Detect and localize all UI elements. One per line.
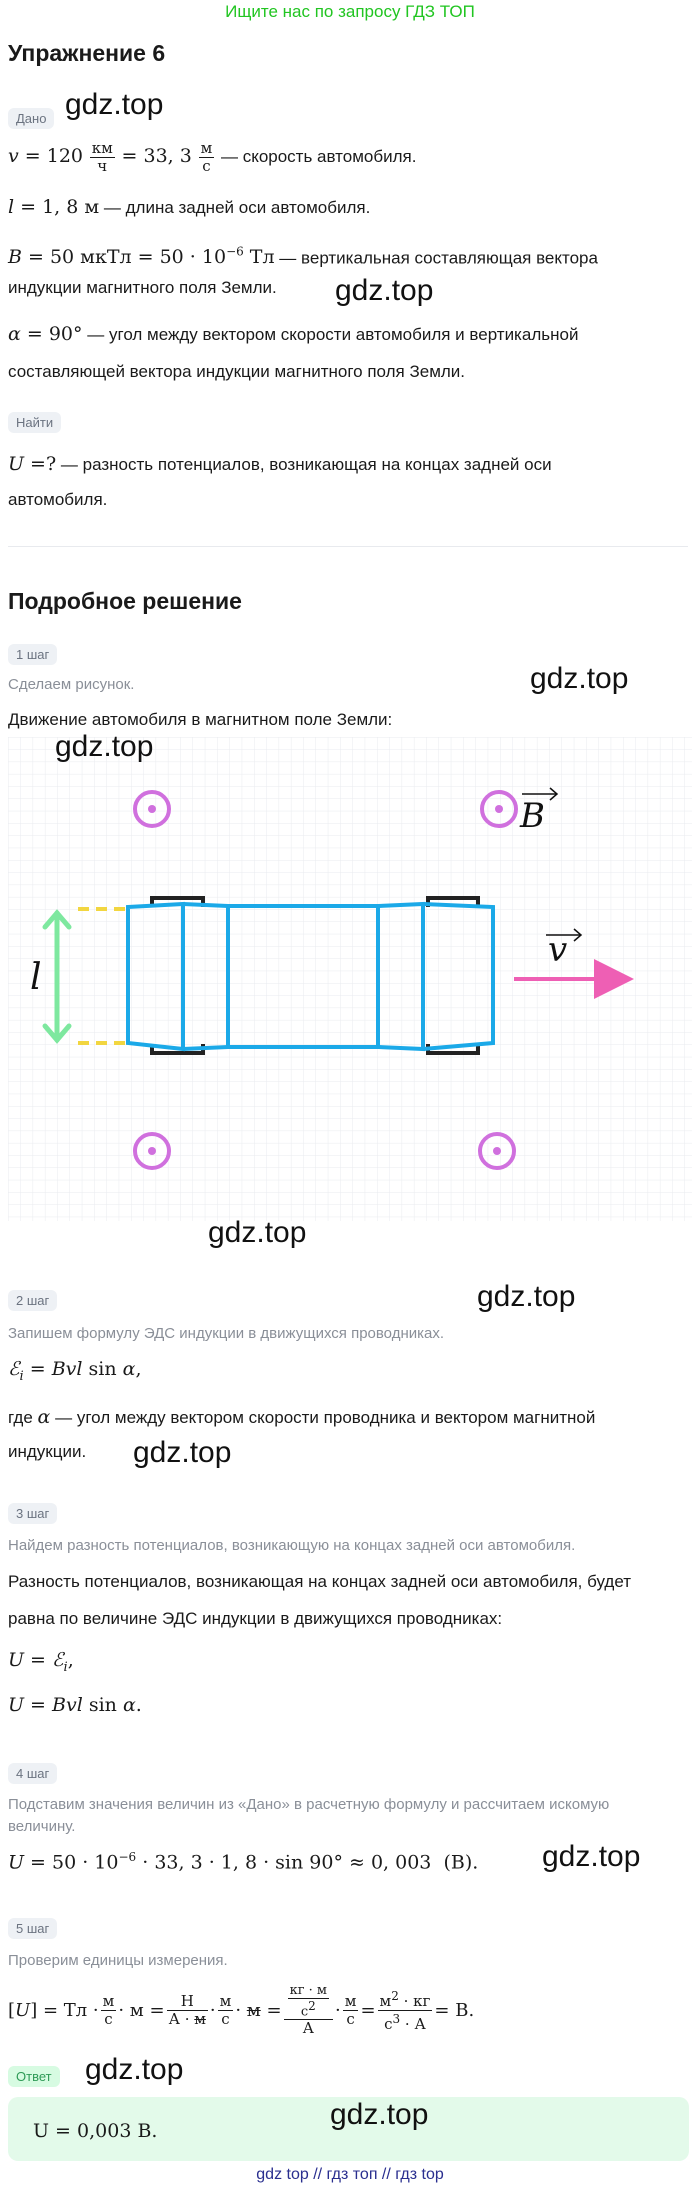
step-1-hint: Сделаем рисунок. — [8, 676, 135, 693]
emf-formula: ℰ$_i$ = Bvl sin α, — [8, 1358, 142, 1384]
step-2-hint: Запишем формулу ЭДС индукции в движущихся проводниках. — [8, 1325, 445, 1342]
label-l: l — [30, 957, 42, 998]
watermark: gdz.top — [85, 2053, 184, 2086]
watermark: gdz.top — [335, 274, 434, 307]
step-2-text-cont: индукции. — [8, 1442, 87, 1461]
given-b-cont: индукции магнитного поля Земли. — [8, 278, 277, 297]
car-in-field-figure — [8, 737, 692, 1221]
step-3-text: Разность потенциалов, возникающая на концах задней оси автомобиля, будет — [8, 1572, 632, 1591]
solution-title: Подробное решение — [8, 588, 242, 614]
watermark: gdz.top — [542, 1840, 641, 1873]
label-b: B — [520, 796, 545, 836]
find-u-cont: автомобиля. — [8, 490, 108, 509]
given-b: B = 50 мкТл = $50 \cdot 10^{-6}$ Тл — вертикальная составляющая вектора — [8, 245, 598, 269]
find-label: Найти — [8, 412, 61, 433]
search-banner[interactable]: Ищите нас по запросу ГДЗ ТОП — [225, 2, 475, 21]
find-badge — [8, 412, 61, 433]
find-u: U =? — разность потенциалов, возникающая на концах задней оси — [8, 453, 552, 475]
watermark: gdz.top — [330, 2098, 429, 2131]
formula-u: U = Bvl sin α. — [8, 1694, 142, 1716]
given-alpha-cont: составляющей вектора индукции магнитного поля Земли. — [8, 362, 466, 381]
watermark: gdz.top — [55, 730, 154, 763]
step-4-hint-cont: величину. — [8, 1818, 76, 1835]
step-3-hint: Найдем разность потенциалов, возникающую на концах задней оси автомобиля. — [8, 1537, 576, 1554]
exercise-title: Упражнение 6 — [8, 40, 166, 66]
given-l: l = 1, 8 м — длина задней оси автомобиля. — [8, 196, 371, 218]
answer-text: U = 0,003 В. — [33, 2120, 158, 2142]
step-4-badge: 4 шаг — [8, 1763, 57, 1784]
step-5-hint: Проверим единицы измерения. — [8, 1952, 228, 1969]
step-2-badge: 2 шаг — [8, 1290, 57, 1311]
step-1-text: Движение автомобиля в магнитном поле Земли: — [8, 710, 393, 729]
step-4-hint: Подставим значения величин из «Дано» в расчетную формулу и рассчитаем искомую — [8, 1796, 610, 1813]
label-v: v — [548, 930, 568, 970]
step-5-badge: 5 шаг — [8, 1918, 57, 1939]
formula-u-emf: U = ℰ$_i$, — [8, 1649, 74, 1675]
watermark: gdz.top — [65, 88, 164, 121]
given-v: v = 120 $\frac{км}{ч}$ = 33, 3 $\frac{м}{с}$ — скорость автомобиля. — [8, 139, 417, 175]
step-3-badge: 3 шаг — [8, 1503, 57, 1524]
step-3-text-cont: равна по величине ЭДС индукции в движущихся проводниках: — [8, 1609, 503, 1628]
answer-badge: Ответ — [8, 2066, 60, 2087]
calculation: $U = 50 \cdot 10^{-6} \cdot 33$, 3 · 1, 8 · sin 90° ≈ 0, 003 (В). — [8, 1850, 479, 1874]
footer-links[interactable]: gdz top // гдз топ // гдз top — [256, 2166, 444, 2183]
divider — [8, 546, 688, 547]
given-badge — [8, 108, 54, 129]
step-2-text: где α — угол между вектором скорости проводника и вектором магнитной — [8, 1406, 596, 1428]
units-check: [U] = Тл · $\frac{м}{с}$ · м = $\frac{Н}{А \cdot м}$ · $\frac{м}{с}$ · м = $\frac{\frac{кг \cdot м}{с^2}}{А}$ · $\frac{м}{с}$ = $\frac{м^2 \cdot кг}{с^3 \cdot А}$ = В. — [8, 1982, 475, 2038]
step-1-badge: 1 шаг — [8, 644, 57, 665]
watermark: gdz.top — [530, 662, 629, 695]
watermark: gdz.top — [208, 1216, 307, 1249]
watermark: gdz.top — [477, 1280, 576, 1313]
given-alpha: α = 90° — угол между вектором скорости автомобиля и вертикальной — [8, 323, 579, 345]
watermark: gdz.top — [133, 1436, 232, 1469]
given-label: Дано — [8, 108, 54, 129]
